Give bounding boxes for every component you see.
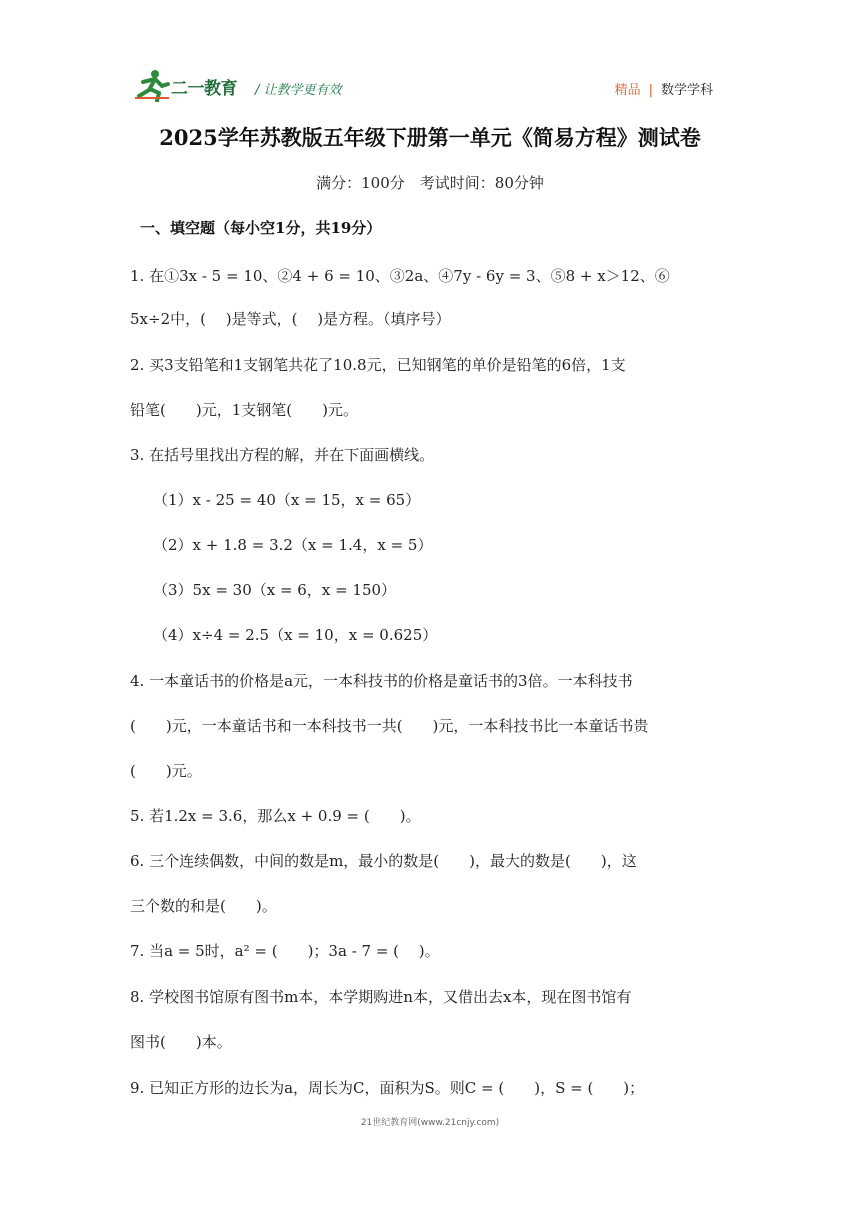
exam-info: 满分：100分 考试时间：80分钟 — [316, 174, 544, 192]
page-footer: 21世纪教育网(www.21cnjy.com) — [360, 1118, 500, 1128]
slogan: / 让教学更有效 — [255, 83, 342, 98]
question-line: 6. 三个连续偶数，中间的数是m，最小的数是( )，最大的数是( )，这 — [130, 852, 637, 870]
section-heading: 一、填空题（每小空1分，共19分） — [140, 219, 382, 237]
question-subline: （1）x - 25 = 40（x = 15，x = 65） — [153, 491, 421, 509]
question-subline: （4）x÷4 = 2.5（x = 10，x = 0.625） — [153, 626, 438, 644]
question-subline: （3）5x = 30（x = 6，x = 150） — [153, 581, 397, 599]
subject-label: 数学学科 — [660, 83, 713, 98]
question-line: 5. 若1.2x = 3.6，那么x + 0.9 = ( )。 — [130, 807, 421, 825]
question-subline: （2）x + 1.8 = 3.2（x = 1.4，x = 5） — [153, 536, 433, 554]
question-line: 3. 在括号里找出方程的解，并在下面画横线。 — [130, 446, 435, 464]
question-line: ( )元。 — [130, 762, 202, 780]
header-right — [615, 79, 713, 98]
page-header — [135, 68, 725, 108]
question-line: 1. 在①3x - 5 = 10、②4 + 6 = 10、③2a、④7y - 6y = 3、⑤8 + x＞12、⑥ — [130, 267, 670, 285]
question-line: 铅笔( )元，1支钢笔( )元。 — [130, 401, 358, 419]
question-line: 三个数的和是( )。 — [130, 897, 277, 915]
question-line: 4. 一本童话书的价格是a元，一本科技书的价格是童话书的3倍。一本科技书 — [130, 672, 633, 690]
question-line: 7. 当a = 5时，a² = ( )；3a - 7 = ( )。 — [130, 942, 440, 960]
runner-icon — [135, 68, 171, 102]
question-line: 8. 学校图书馆原有图书m本，本学期购进n本，又借出去x本，现在图书馆有 — [130, 988, 632, 1006]
brand-logo — [135, 68, 250, 104]
question-line: ( )元，一本童话书和一本科技书一共( )元，一本科技书比一本童话书贵 — [130, 717, 649, 735]
quality-badge: 精品 — [614, 83, 641, 98]
header-separator: | — [648, 83, 653, 98]
question-line: 2. 买3支铅笔和1支钢笔共花了10.8元，已知钢笔的单价是铅笔的6倍，1支 — [130, 356, 626, 374]
logo-text: 二一教育 — [171, 79, 237, 99]
question-line: 5x÷2中，( )是等式，( )是方程。（填序号） — [130, 310, 451, 328]
question-line: 9. 已知正方形的边长为a，周长为C，面积为S。则C = ( )，S = ( )； — [130, 1079, 645, 1097]
question-line: 图书( )本。 — [130, 1033, 232, 1051]
page-title: 2025学年苏教版五年级下册第一单元《简易方程》测试卷 — [159, 125, 701, 150]
